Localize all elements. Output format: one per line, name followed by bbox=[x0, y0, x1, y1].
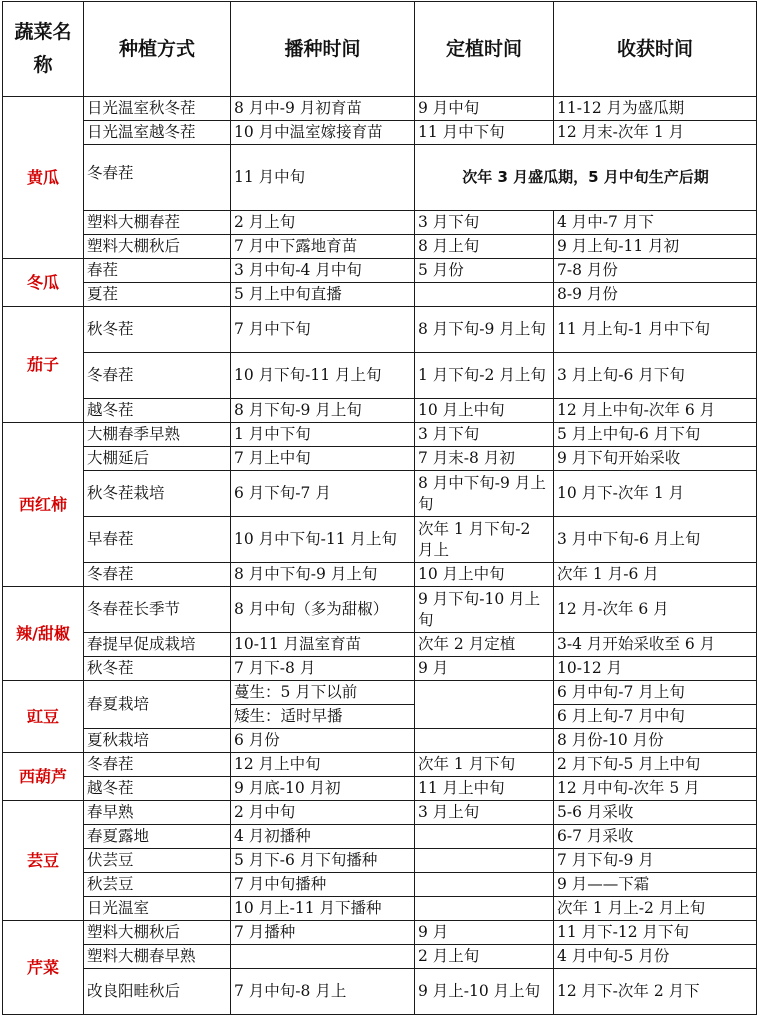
header-harvest-time: 收获时间 bbox=[554, 2, 757, 97]
plant-cell bbox=[415, 283, 554, 307]
table-row bbox=[3, 563, 757, 587]
harvest-cell: 12 月上中旬-次年 6 月 bbox=[554, 399, 757, 423]
sow-cell: 3 月中旬-4 月中旬 bbox=[231, 259, 415, 283]
method-cell: 春早熟 bbox=[84, 801, 231, 825]
harvest-cell: 4 月中-7 月下 bbox=[554, 211, 757, 235]
method-cell: 冬春茬 bbox=[84, 753, 231, 777]
method-cell: 冬春茬 bbox=[84, 353, 231, 399]
method-cell: 春提早促成栽培 bbox=[84, 633, 231, 657]
harvest-cell: 10 月下-次年 1 月 bbox=[554, 471, 757, 517]
sow-cell: 7 月播种 bbox=[231, 921, 415, 945]
method-cell: 塑料大棚秋后 bbox=[84, 921, 231, 945]
plant-cell bbox=[415, 849, 554, 873]
sow-cell: 9 月底-10 月初 bbox=[231, 777, 415, 801]
harvest-cell: 次年 1 月-6 月 bbox=[554, 563, 757, 587]
method-cell: 日光温室越冬茬 bbox=[84, 121, 231, 145]
plant-cell: 9 月中旬 bbox=[415, 97, 554, 121]
table-row bbox=[3, 235, 757, 259]
harvest-cell: 3 月中下旬-6 月上旬 bbox=[554, 517, 757, 563]
plant-cell: 10 月上中旬 bbox=[415, 399, 554, 423]
table-row bbox=[3, 969, 757, 1015]
table-row bbox=[3, 777, 757, 801]
plant-cell bbox=[415, 825, 554, 849]
vegetable-name-cell: 茄子 bbox=[3, 307, 84, 423]
table-row bbox=[3, 921, 757, 945]
sow-cell: 蔓生：5 月下以前 bbox=[231, 681, 415, 705]
sow-cell: 7 月上中旬 bbox=[231, 447, 415, 471]
method-cell: 冬春茬 bbox=[84, 145, 231, 211]
harvest-cell: 12 月-次年 6 月 bbox=[554, 587, 757, 633]
harvest-cell: 4 月中旬-5 月份 bbox=[554, 945, 757, 969]
harvest-cell: 11 月下-12 月下旬 bbox=[554, 921, 757, 945]
table-row bbox=[3, 657, 757, 681]
sow-cell: 7 月中下旬 bbox=[231, 307, 415, 353]
plant-cell bbox=[415, 873, 554, 897]
harvest-cell: 9 月下旬开始采收 bbox=[554, 447, 757, 471]
table-row bbox=[3, 121, 757, 145]
table-row bbox=[3, 849, 757, 873]
table-row bbox=[3, 259, 757, 283]
sow-cell: 6 月份 bbox=[231, 729, 415, 753]
plant-cell: 9 月 bbox=[415, 657, 554, 681]
table-row bbox=[3, 825, 757, 849]
table-row bbox=[3, 353, 757, 399]
table-row bbox=[3, 145, 757, 211]
table-row bbox=[3, 211, 757, 235]
harvest-cell: 12 月中旬-次年 5 月 bbox=[554, 777, 757, 801]
plant-cell: 10 月上中旬 bbox=[415, 563, 554, 587]
table-row bbox=[3, 447, 757, 471]
sow-cell: 8 月中旬（多为甜椒） bbox=[231, 587, 415, 633]
method-cell: 春夏露地 bbox=[84, 825, 231, 849]
header-planting-method: 种植方式 bbox=[84, 2, 231, 97]
sow-cell: 10 月中温室嫁接育苗 bbox=[231, 121, 415, 145]
method-cell: 大棚延后 bbox=[84, 447, 231, 471]
method-cell: 塑料大棚春早熟 bbox=[84, 945, 231, 969]
method-cell: 伏芸豆 bbox=[84, 849, 231, 873]
table-row bbox=[3, 897, 757, 921]
method-cell: 秋冬茬栽培 bbox=[84, 471, 231, 517]
harvest-cell: 8-9 月份 bbox=[554, 283, 757, 307]
method-cell: 冬春茬长季节 bbox=[84, 587, 231, 633]
method-cell: 春夏栽培 bbox=[84, 681, 231, 729]
plant-cell: 9 月 bbox=[415, 921, 554, 945]
harvest-cell: 5-6 月采收 bbox=[554, 801, 757, 825]
harvest-cell: 6-7 月采收 bbox=[554, 825, 757, 849]
sow-cell bbox=[231, 945, 415, 969]
plant-cell: 8 月中下旬-9 月上旬 bbox=[415, 471, 554, 517]
harvest-cell: 11 月上旬-1 月中下旬 bbox=[554, 307, 757, 353]
method-cell: 春茬 bbox=[84, 259, 231, 283]
sow-cell: 8 月下旬-9 月上旬 bbox=[231, 399, 415, 423]
vegetable-planting-table bbox=[2, 1, 757, 1015]
table-row bbox=[3, 423, 757, 447]
table-row bbox=[3, 399, 757, 423]
vegetable-name-cell: 芸豆 bbox=[3, 801, 84, 921]
sow-cell: 1 月中下旬 bbox=[231, 423, 415, 447]
table-row bbox=[3, 945, 757, 969]
table-row bbox=[3, 801, 757, 825]
method-cell: 夏茬 bbox=[84, 283, 231, 307]
method-cell: 日光温室 bbox=[84, 897, 231, 921]
method-cell: 秋冬茬 bbox=[84, 657, 231, 681]
sow-cell: 5 月下-6 月下旬播种 bbox=[231, 849, 415, 873]
method-cell: 塑料大棚秋后 bbox=[84, 235, 231, 259]
plant-cell: 7 月末-8 月初 bbox=[415, 447, 554, 471]
vegetable-name-cell: 芹菜 bbox=[3, 921, 84, 1015]
plant-cell: 3 月上旬 bbox=[415, 801, 554, 825]
table-row bbox=[3, 633, 757, 657]
method-cell: 夏秋栽培 bbox=[84, 729, 231, 753]
method-cell: 改良阳畦秋后 bbox=[84, 969, 231, 1015]
harvest-cell: 9 月——下霜 bbox=[554, 873, 757, 897]
plant-cell bbox=[415, 681, 554, 729]
harvest-cell: 6 月上旬-7 月中旬 bbox=[554, 705, 757, 729]
sow-cell: 10 月中下旬-11 月上旬 bbox=[231, 517, 415, 563]
merged-plant-harvest-cell: 次年 3 月盛瓜期，5 月中旬生产后期 bbox=[415, 145, 757, 211]
method-cell: 秋冬茬 bbox=[84, 307, 231, 353]
sow-cell: 6 月下旬-7 月 bbox=[231, 471, 415, 517]
table-row bbox=[3, 307, 757, 353]
harvest-cell: 10-12 月 bbox=[554, 657, 757, 681]
table-row bbox=[3, 517, 757, 563]
harvest-cell: 3-4 月开始采收至 6 月 bbox=[554, 633, 757, 657]
sow-cell: 5 月上中旬直播 bbox=[231, 283, 415, 307]
table-row bbox=[3, 283, 757, 307]
vegetable-name-cell: 黄瓜 bbox=[3, 97, 84, 259]
sow-cell: 7 月中下露地育苗 bbox=[231, 235, 415, 259]
vegetable-name-cell: 西红柿 bbox=[3, 423, 84, 587]
header-row bbox=[3, 2, 757, 97]
plant-cell: 8 月下旬-9 月上旬 bbox=[415, 307, 554, 353]
vegetable-name-cell: 西葫芦 bbox=[3, 753, 84, 801]
vegetable-name-cell: 辣/甜椒 bbox=[3, 587, 84, 681]
sow-cell: 10 月上-11 月下播种 bbox=[231, 897, 415, 921]
header-sowing-time: 播种时间 bbox=[231, 2, 415, 97]
plant-cell: 次年 1 月下旬 bbox=[415, 753, 554, 777]
header-transplant-time: 定植时间 bbox=[415, 2, 554, 97]
plant-cell: 1 月下旬-2 月上旬 bbox=[415, 353, 554, 399]
harvest-cell: 5 月上中旬-6 月下旬 bbox=[554, 423, 757, 447]
table-row bbox=[3, 471, 757, 517]
method-cell: 越冬茬 bbox=[84, 777, 231, 801]
table-row bbox=[3, 753, 757, 777]
method-cell: 越冬茬 bbox=[84, 399, 231, 423]
harvest-cell: 6 月中旬-7 月上旬 bbox=[554, 681, 757, 705]
header-vegetable-name: 蔬菜名称 bbox=[3, 2, 84, 97]
table-row bbox=[3, 97, 757, 121]
sow-cell: 10 月下旬-11 月上旬 bbox=[231, 353, 415, 399]
harvest-cell: 3 月上旬-6 月下旬 bbox=[554, 353, 757, 399]
plant-cell: 5 月份 bbox=[415, 259, 554, 283]
plant-cell: 次年 2 月定植 bbox=[415, 633, 554, 657]
method-cell: 日光温室秋冬茬 bbox=[84, 97, 231, 121]
sow-cell: 矮生：适时早播 bbox=[231, 705, 415, 729]
table-row bbox=[3, 873, 757, 897]
table-row bbox=[3, 729, 757, 753]
plant-cell: 次年 1 月下旬-2 月上 bbox=[415, 517, 554, 563]
plant-cell: 9 月下旬-10 月上旬 bbox=[415, 587, 554, 633]
plant-cell: 8 月上旬 bbox=[415, 235, 554, 259]
sow-cell: 10-11 月温室育苗 bbox=[231, 633, 415, 657]
sow-cell: 8 月中-9 月初育苗 bbox=[231, 97, 415, 121]
table-row bbox=[3, 587, 757, 633]
sow-cell: 2 月中旬 bbox=[231, 801, 415, 825]
method-cell: 早春茬 bbox=[84, 517, 231, 563]
plant-cell: 2 月上旬 bbox=[415, 945, 554, 969]
method-cell: 秋芸豆 bbox=[84, 873, 231, 897]
sow-cell: 7 月下-8 月 bbox=[231, 657, 415, 681]
harvest-cell: 2 月下旬-5 月上中旬 bbox=[554, 753, 757, 777]
plant-cell: 11 月上中旬 bbox=[415, 777, 554, 801]
vegetable-name-cell: 冬瓜 bbox=[3, 259, 84, 307]
sow-cell: 7 月中旬-8 月上 bbox=[231, 969, 415, 1015]
harvest-cell: 次年 1 月上-2 月上旬 bbox=[554, 897, 757, 921]
plant-cell: 3 月下旬 bbox=[415, 423, 554, 447]
sow-cell: 12 月上中旬 bbox=[231, 753, 415, 777]
sow-cell: 7 月中旬播种 bbox=[231, 873, 415, 897]
sow-cell: 2 月上旬 bbox=[231, 211, 415, 235]
plant-cell: 11 月中下旬 bbox=[415, 121, 554, 145]
harvest-cell: 12 月末-次年 1 月 bbox=[554, 121, 757, 145]
plant-cell bbox=[415, 897, 554, 921]
harvest-cell: 12 月下-次年 2 月下 bbox=[554, 969, 757, 1015]
harvest-cell: 7-8 月份 bbox=[554, 259, 757, 283]
harvest-cell: 8 月份-10 月份 bbox=[554, 729, 757, 753]
method-cell: 冬春茬 bbox=[84, 563, 231, 587]
vegetable-name-cell: 豇豆 bbox=[3, 681, 84, 753]
method-cell: 大棚春季早熟 bbox=[84, 423, 231, 447]
table-row bbox=[3, 681, 757, 705]
method-cell: 塑料大棚春茬 bbox=[84, 211, 231, 235]
plant-cell: 9 月上-10 月上旬 bbox=[415, 969, 554, 1015]
sow-cell: 11 月中旬 bbox=[231, 145, 415, 211]
sow-cell: 8 月中下旬-9 月上旬 bbox=[231, 563, 415, 587]
plant-cell: 3 月下旬 bbox=[415, 211, 554, 235]
plant-cell bbox=[415, 729, 554, 753]
harvest-cell: 9 月上旬-11 月初 bbox=[554, 235, 757, 259]
harvest-cell: 11-12 月为盛瓜期 bbox=[554, 97, 757, 121]
harvest-cell: 7 月下旬-9 月 bbox=[554, 849, 757, 873]
sow-cell: 4 月初播种 bbox=[231, 825, 415, 849]
